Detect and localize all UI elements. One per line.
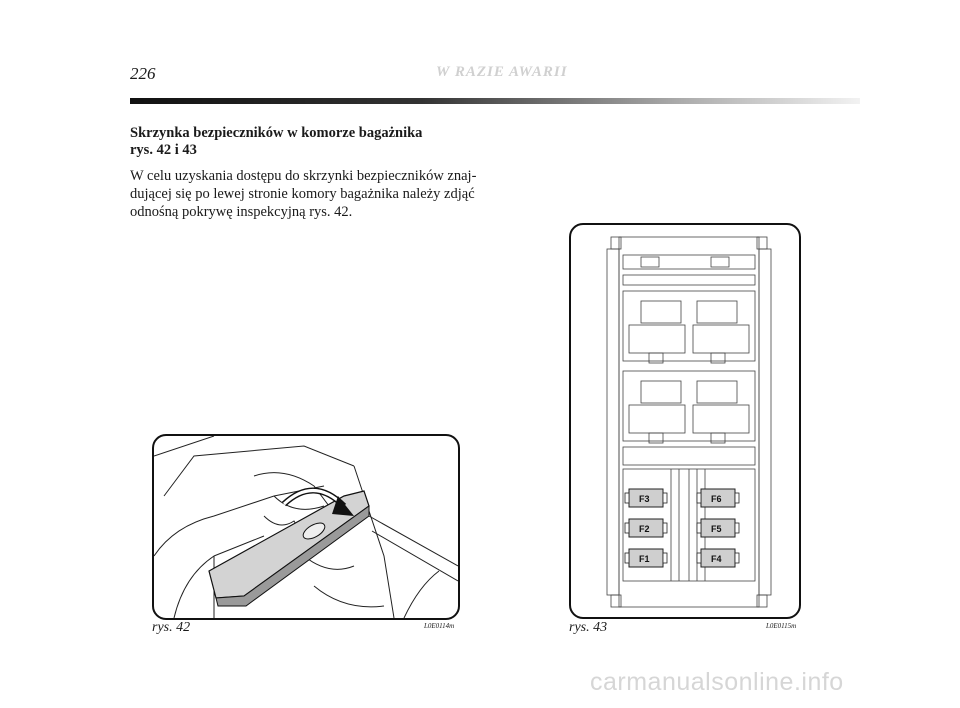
section-title-line2: rys. 42 i 43	[130, 142, 197, 158]
section-title	[130, 125, 510, 159]
figure-42-trunk-cover	[152, 434, 460, 620]
figure-42-caption: rys. 42	[152, 620, 191, 635]
body-line-3: odnośną pokrywę inspekcyjną rys. 42.	[130, 204, 353, 220]
figure-43-code: L0E0115m	[766, 622, 797, 630]
watermark: carmanualsonline.info	[590, 668, 844, 696]
body-line-1: W celu uzyskania dostępu do skrzynki bezpieczników znaj-	[130, 168, 477, 184]
page-number: 226	[130, 64, 156, 83]
fuse-box-diagram	[571, 225, 799, 617]
trunk-cover-illustration	[154, 436, 458, 618]
fuse-label-f3: F3	[639, 494, 650, 504]
fuse-label-f4: F4	[711, 554, 722, 564]
fuse-label-f2: F2	[639, 524, 650, 534]
fuse-label-f5: F5	[711, 524, 722, 534]
figure-43-caption: rys. 43	[569, 620, 608, 635]
section-title-line1: Skrzynka bezpieczników w komorze bagażnika	[130, 125, 423, 141]
body-paragraph	[130, 167, 490, 221]
figure-43-fuse-box	[569, 223, 801, 619]
header-rule	[130, 98, 860, 104]
figure-42-code: L0E0114m	[424, 622, 455, 630]
fuse-label-f1: F1	[639, 554, 650, 564]
running-head: W RAZIE AWARII	[436, 64, 568, 80]
fuse-label-f6: F6	[711, 494, 722, 504]
body-line-2: dującej się po lewej stronie komory bagażnika należy zdjąć	[130, 186, 475, 202]
